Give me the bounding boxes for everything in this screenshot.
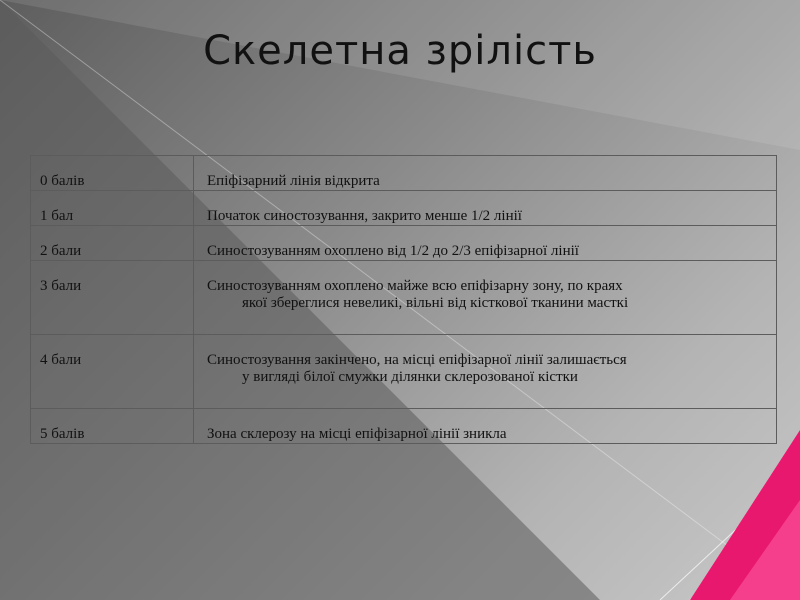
table-row [31,261,777,335]
description-line: Синостозування закінчено, на місці епіфізарної лінії залишається [207,352,627,368]
table-row [31,226,777,261]
description-line: Синостозуванням охоплено майже всю епіфізарну зону, по краях [207,278,623,294]
description-cell [194,335,777,409]
description-line: Епіфізарний лінія відкрита [207,173,380,189]
slide-title: Скелетна зрілість [203,28,597,74]
score-cell: 2 бали [31,226,194,261]
table-row [31,409,777,444]
table-row [31,156,777,191]
description-line: у вигляді білої смужки ділянки склерозованої кістки [242,369,578,385]
description-line: Синостозуванням охоплено від 1/2 до 2/3 епіфізарної лінії [207,243,579,259]
description-cell [194,156,777,191]
description-line: Зона склерозу на місці епіфізарної лінії зникла [207,426,507,442]
score-cell: 0 балів [31,156,194,191]
table-row [31,335,777,409]
description-line: Початок синостозування, закрито менше 1/2 лінії [207,208,522,224]
score-table [30,155,777,444]
score-cell: 4 бали [31,335,194,409]
score-cell: 3 бали [31,261,194,335]
description-cell [194,191,777,226]
description-cell [194,409,777,444]
score-cell: 1 бал [31,191,194,226]
description-cell [194,226,777,261]
description-cell [194,261,777,335]
table-row [31,191,777,226]
score-cell: 5 балів [31,409,194,444]
description-line: якої збереглися невеликі, вільні від кісткової тканини масткі [242,295,629,311]
